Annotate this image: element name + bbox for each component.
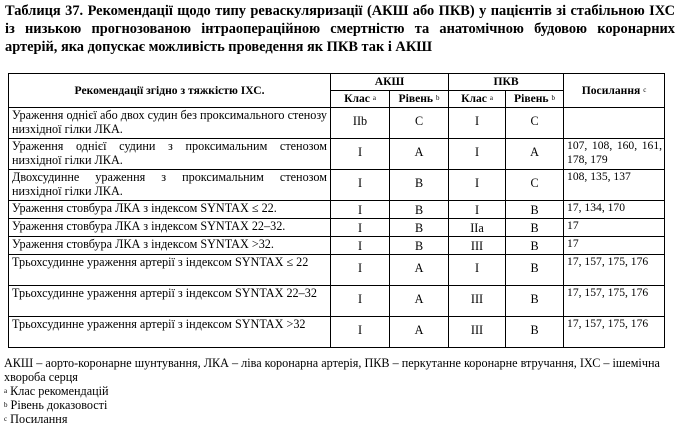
footnote-mark-c: c	[643, 85, 647, 94]
pkv-level-cell: B	[506, 255, 564, 286]
pkv-level-cell: B	[506, 317, 564, 348]
pkv-class-cell: III	[449, 237, 506, 255]
pkv-class-cell: I	[449, 170, 506, 201]
pkv-class-cell: I	[449, 139, 506, 170]
recommendation-cell: Трьохсудинне ураження артерії з індексом SYNTAX 22–32	[9, 286, 331, 317]
akh-level-cell: B	[390, 219, 449, 237]
akh-class-cell: I	[331, 255, 390, 286]
table-row	[9, 286, 665, 317]
table-row	[9, 170, 665, 201]
table-row	[9, 201, 665, 219]
pkv-class-cell: III	[449, 286, 506, 317]
footnote-mark-b: b	[4, 401, 8, 409]
akh-level-cell: B	[390, 237, 449, 255]
akh-class-cell: I	[331, 139, 390, 170]
recommendation-cell: Трьохсудинне ураження артерії з індексом SYNTAX ≤ 22	[9, 255, 331, 286]
recommendation-cell: Ураження стовбура ЛКА з індексом SYNTAX >32.	[9, 237, 331, 255]
footnote-b: $^b$ Рівень доказовості	[4, 398, 108, 412]
akh-level-cell: B	[390, 201, 449, 219]
refs-cell: 17, 157, 175, 176	[564, 255, 665, 286]
header-akh: АКШ	[331, 74, 449, 91]
akh-class-cell: IIb	[331, 108, 390, 139]
pkv-level-cell: B	[506, 286, 564, 317]
table-row	[9, 108, 665, 139]
table-footnotes	[4, 356, 676, 426]
pkv-class-cell: I	[449, 108, 506, 139]
footnote-mark-a: a	[4, 387, 8, 395]
pkv-level-cell: A	[506, 139, 564, 170]
table-row	[9, 317, 665, 348]
pkv-class-cell: I	[449, 201, 506, 219]
header-refs: Посилання $^c$	[564, 74, 665, 108]
recommendation-cell: Двохсудинне ураження з проксимальним стенозом низхідної гілки ЛКА.	[9, 170, 331, 201]
table-caption: Таблиця 37. Рекомендації щодо типу реваскуляризації (АКШ або ПКВ) у пацієнтів зі стабільною ІХС із низькою прогнозованою інтраопераційною смертністю та анатомічною будовою коронарних артерій, яка допускає можливість проведення як ПКВ так і АКШ	[5, 3, 675, 55]
recommendation-cell: Ураження однієї або двох судин без проксимального стенозу низхідної гілки ЛКА.	[9, 108, 331, 139]
footnote-a: $^a$ Клас рекомендацій	[4, 384, 109, 398]
akh-level-cell: A	[390, 317, 449, 348]
akh-level-cell: A	[390, 286, 449, 317]
akh-level-cell: B	[390, 170, 449, 201]
recommendation-cell: Ураження стовбура ЛКА з індексом SYNTAX ≤ 22.	[9, 201, 331, 219]
refs-cell: 17	[564, 219, 665, 237]
recommendation-cell: Ураження однієї судини з проксимальним стенозом низхідної гілки ЛКА.	[9, 139, 331, 170]
pkv-class-cell: I	[449, 255, 506, 286]
refs-cell: 108, 135, 137	[564, 170, 665, 201]
akh-level-cell: A	[390, 255, 449, 286]
refs-cell: 17, 134, 170	[564, 201, 665, 219]
table-row	[9, 237, 665, 255]
refs-cell: 17, 157, 175, 176	[564, 286, 665, 317]
recommendations-table	[8, 73, 665, 348]
footnote-c: $^c$ Посилання	[4, 412, 68, 426]
akh-class-cell: I	[331, 286, 390, 317]
footnote-mark-a: a	[489, 94, 493, 102]
pkv-level-cell: B	[506, 237, 564, 255]
header-recommendation: Рекомендації згідно з тяжкістю ІХС.	[9, 74, 331, 108]
refs-cell: 17, 157, 175, 176	[564, 317, 665, 348]
akh-level-cell: C	[390, 108, 449, 139]
footnote-mark-b: b	[435, 94, 440, 102]
table-row	[9, 255, 665, 286]
recommendation-cell: Трьохсудинне ураження артерії з індексом SYNTAX >32	[9, 317, 331, 348]
abbreviations-note: АКШ – аорто-коронарне шунтування, ЛКА – ліва коронарна артерія, ПКВ – перкутанне коронарне втручання, ІХС – ішемічна хвороба серця	[4, 356, 660, 384]
refs-cell: 107, 108, 160, 161, 178, 179	[564, 139, 665, 170]
pkv-class-cell: III	[449, 317, 506, 348]
pkv-class-cell: IIa	[449, 219, 506, 237]
table-row	[9, 219, 665, 237]
footnote-mark-b: b	[551, 94, 555, 102]
akh-class-cell: I	[331, 170, 390, 201]
header-akh-level: Рівень $^b$	[390, 91, 449, 108]
recommendation-cell: Ураження стовбура ЛКА з індексом SYNTAX 22–32.	[9, 219, 331, 237]
header-akh-class: Клас $^a$	[331, 91, 390, 108]
header-pkv-class: Клас $^a$	[449, 91, 506, 108]
table-row	[9, 139, 665, 170]
pkv-level-cell: B	[506, 201, 564, 219]
pkv-level-cell: C	[506, 170, 564, 201]
footnote-mark-a: a	[372, 94, 376, 102]
pkv-level-cell: C	[506, 108, 564, 139]
header-pkv: ПКВ	[449, 74, 564, 91]
akh-class-cell: I	[331, 317, 390, 348]
pkv-level-cell: B	[506, 219, 564, 237]
akh-level-cell: A	[390, 139, 449, 170]
refs-cell: 17	[564, 237, 665, 255]
akh-class-cell: I	[331, 201, 390, 219]
header-pkv-level: Рівень $^b$	[506, 91, 564, 108]
refs-cell	[564, 108, 665, 139]
akh-class-cell: I	[331, 237, 390, 255]
footnote-mark-c: c	[4, 415, 8, 423]
akh-class-cell: I	[331, 219, 390, 237]
